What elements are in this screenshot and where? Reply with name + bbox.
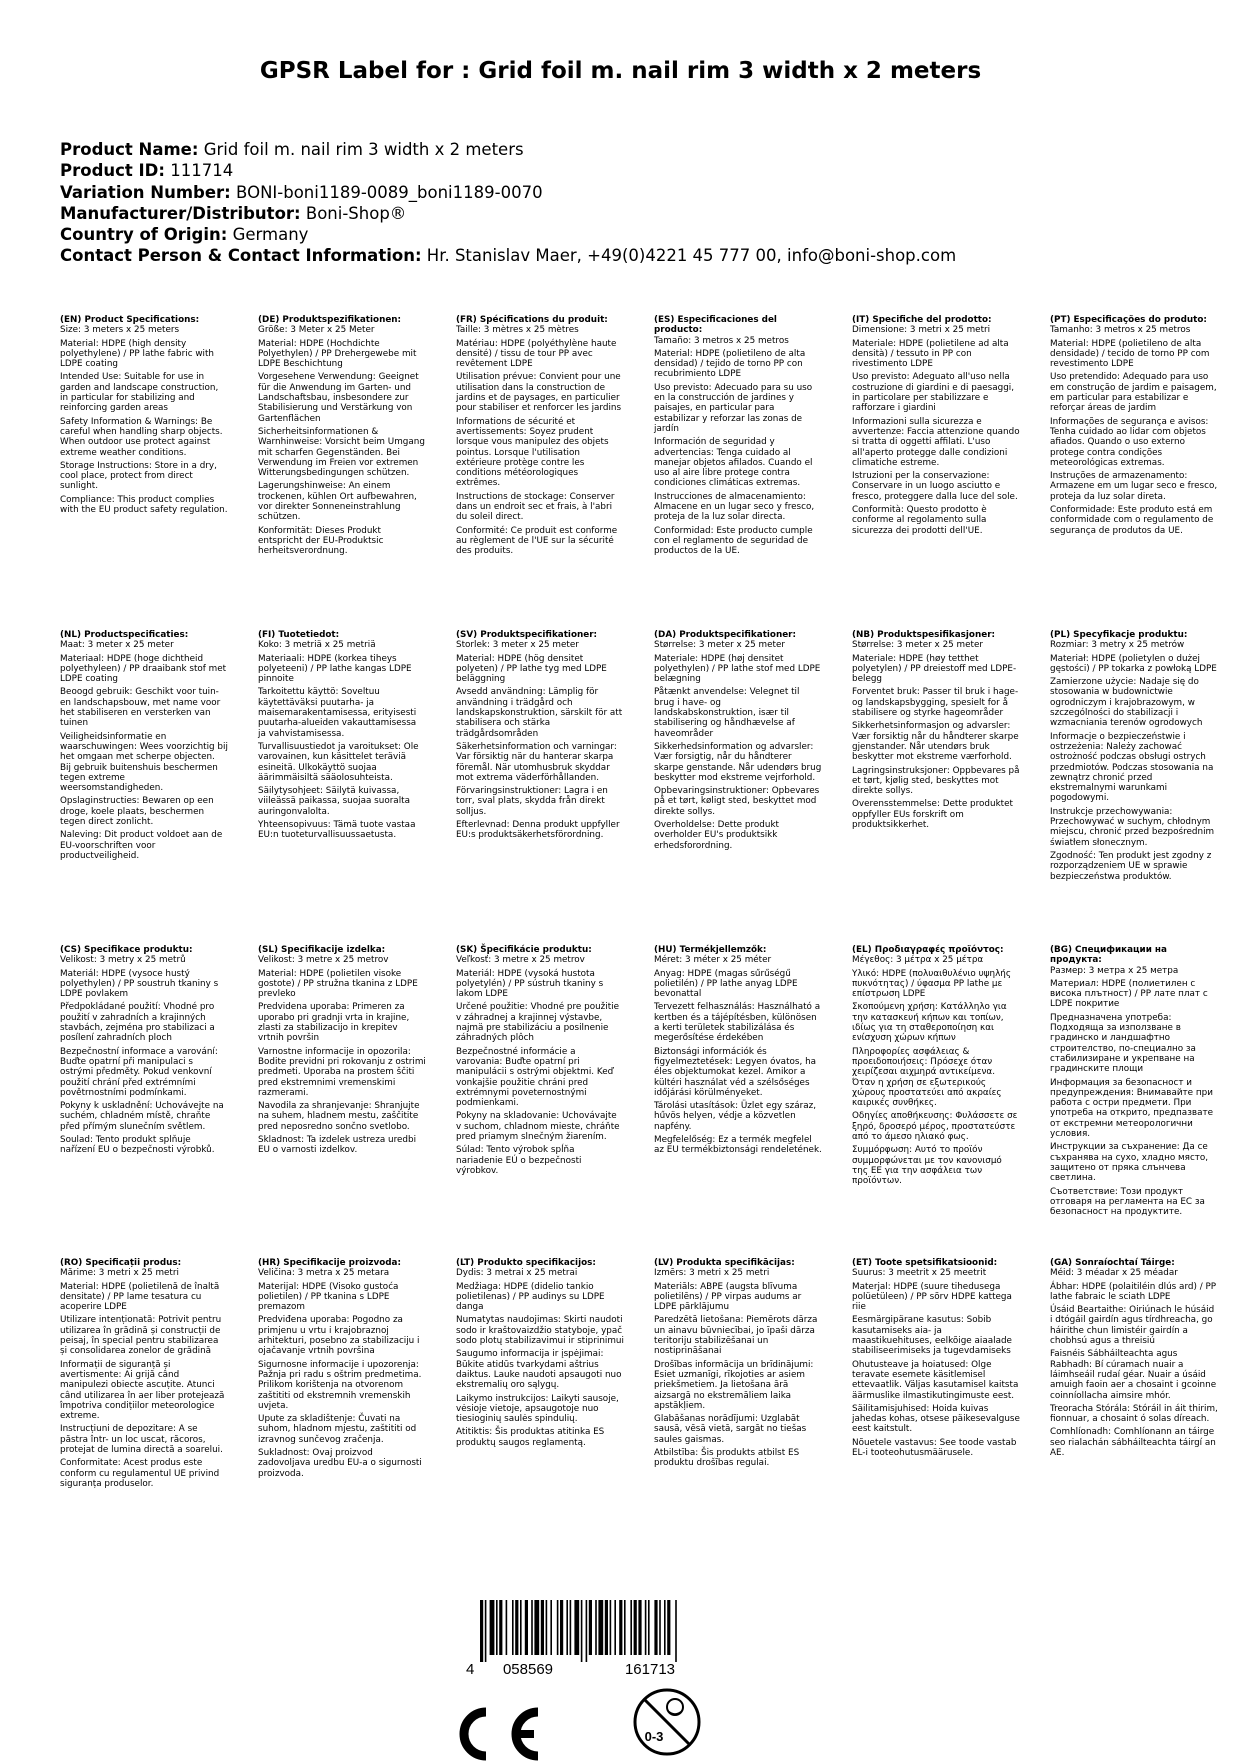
barcode-bar [490, 1600, 495, 1655]
spec-heading: (FR) Spécifications du produit: [456, 315, 608, 325]
spec-block [60, 1258, 228, 1492]
spec-paragraph: Drošības informācija un brīdinājumi: Esiet uzmanīgi, rīkojoties ar asiem priekšmetiem. Ja lietošana ārā aizsargā no ekstremāliem laika apstākļiem. [654, 1359, 814, 1411]
spec-paragraph: Predviđena uporaba: Pogodno za primjenu u vrtu i krajobraznoj arhitekturi, posebno za stabilizaciju i ojačavanje vrtnih površina [258, 1315, 420, 1357]
spec-paragraph: Съответствие: Този продукт отговаря на регламента на ЕС за безопасност на продуктите. [1050, 1186, 1205, 1218]
spec-paragraph: Instrucciones de almacenamiento: Almacene en un lugar seco y fresco, proteja de la luz solar directa. [654, 491, 815, 523]
spec-paragraph: Předpokládané použití: Vhodné pro použití v zahradních a krajinných stavbách, zejména pro stabilizaci a posílení zahradních ploch [60, 1002, 215, 1044]
spec-heading: (DE) Produktspezifikationen: [258, 315, 402, 325]
spec-paragraph: Informações de segurança e avisos: Tenha cuidado ao lidar com objetos afiados. Quando o uso externo protege contra condições meteorológicas extremas. [1050, 416, 1209, 468]
spec-paragraph: Υλικό: HDPE (πολυαιθυλένιο υψηλής πυκνότητας) / ύφασμα PP lathe με επίστρωση LDPE [852, 968, 1012, 1000]
spec-block [258, 630, 426, 844]
spec-block [60, 315, 228, 518]
spec-paragraph: Materjal: HDPE (suure tihedusega polüetüleen) / PP sõrv HDPE kattega riie [852, 1281, 1012, 1313]
barcode-bar [581, 1600, 583, 1662]
barcode-bar [638, 1600, 641, 1655]
spec-paragraph: Información de seguridad y advertencias: Tenga cuidado al manejar objetos afilados. Cuando el uso al aire libre protege contra condiciones climáticas extremas. [654, 437, 813, 489]
spec-paragraph: Utilisation prévue: Convient pour une utilisation dans la construction de jardins et de paysages, en particulier pour stabiliser et renforcer les jardins [456, 372, 622, 414]
spec-paragraph: Skladnost: Ta izdelek ustreza uredbi EU o varnosti izdelkov. [258, 1135, 417, 1156]
barcode-bar [480, 1600, 483, 1662]
spec-paragraph: Storlek: 3 meter x 25 meter [456, 640, 579, 651]
spec-paragraph: Material: HDPE (hög densitet polyeten) / PP lathe tyg med LDPE beläggning [456, 653, 607, 685]
info-row [60, 182, 1200, 203]
spec-block [1050, 945, 1218, 1220]
spec-paragraph: Pokyny k uskladnění: Uchovávejte na suchém, chladném místě, chraňte před přímým slunečním světlem. [60, 1101, 224, 1132]
spec-paragraph: Säilitamisjuhised: Hoida kuivas jahedas kohas, otsese päikesevalguse eest kaitstult. [852, 1403, 1020, 1435]
spec-block [258, 315, 426, 560]
spec-block [1050, 1258, 1218, 1461]
spec-block [852, 1258, 1020, 1461]
spec-paragraph: Medžiaga: HDPE (didelio tankio polietilenas) / PP audinys su LDPE danga [456, 1281, 605, 1313]
spec-paragraph: Paredzētā lietošana: Piemērots dārza un ainavu būvniecībai, jo īpaši dārza teritoriju stabilizēšanai un nostiprināšanai [654, 1315, 818, 1357]
spec-paragraph: Méid: 3 méadar x 25 méadar [1050, 1268, 1178, 1279]
spec-paragraph: Storage Instructions: Store in a dry, cool place, protect from direct sunlight. [60, 460, 217, 492]
spec-paragraph: Navodila za shranjevanje: Shranjujte na suhem, hladnem mestu, zaščitite pred neposredno sončno svetlobo. [258, 1101, 420, 1132]
spec-block [60, 630, 228, 864]
spec-paragraph: Предназначена употреба: Подходяща за използване в градинско и ландшафтно строителство, по-специално за стабилизиране и укрепване на градинските площи [1050, 1012, 1196, 1075]
age-warning-label: 0-3 [644, 1729, 664, 1744]
spec-paragraph: Materiál: HDPE (vysoce hustý polyethylen) / PP soustruh tkaniny s LDPE povlakem [60, 968, 219, 1000]
spec-paragraph: Sicherheitsinformationen & Warnhinweise: Vorsicht beim Umgang mit scharfen Gegenständen. Bei Verwendung im Freien vor extremen Witterungsbedingungen schützen. [258, 426, 425, 479]
spec-paragraph: Dydis: 3 metrai x 25 metrai [456, 1268, 578, 1279]
spec-paragraph: Material: HDPE (polietilenă de înaltă densitate) / PP lame tesatura cu acoperire LDPE [60, 1281, 220, 1313]
spec-paragraph: Glabāšanas norādījumi: Uzglabāt sausā, vēsā vietā, sargāt no tiešas saules gaismas. [654, 1414, 807, 1445]
barcode-digit-leading: 4 [466, 1661, 475, 1677]
info-row [60, 139, 1200, 160]
spec-paragraph: Uso pretendido: Adequado para uso em construção de jardim e paisagem, em particular para estabilizar e reforçar áreas de jardim [1050, 372, 1217, 414]
spec-heading: (ES) Especificaciones del producto: [654, 315, 777, 336]
spec-paragraph: Comhlíonadh: Comhlíonann an táirge seo rialachán sábháilteachta táirgí an AE. [1050, 1427, 1216, 1459]
spec-block [654, 945, 822, 1159]
spec-paragraph: Naleving: Dit product voldoet aan de EU-voorschriften voor productveiligheid. [60, 830, 223, 861]
info-label: Manufacturer/Distributor: [60, 203, 301, 223]
spec-paragraph: Förvaringsinstruktioner: Lagra i en torr, sval plats, skydda från direkt solljus. [456, 786, 608, 817]
barcode-bar [499, 1600, 502, 1655]
spec-paragraph: Size: 3 meters x 25 meters [60, 325, 180, 336]
spec-paragraph: Atitiktis: Šis produktas atitinka ES produktų saugos reglamentą. [456, 1427, 605, 1448]
barcode-bar [525, 1600, 528, 1655]
spec-block [60, 945, 228, 1159]
spec-paragraph: Conformidad: Este producto cumple con el reglamento de seguridad de productos de la UE. [654, 525, 813, 557]
barcode-bar [566, 1600, 568, 1655]
spec-paragraph: Faisnéis Sábháilteachta agus Rabhadh: Bí cúramach nuair a láimhseáil rudaí géar. Nuair a úsáid amuigh faoin aer a chosaint i gcoinne coinníollacha aimsire mhór. [1050, 1349, 1217, 1401]
spec-heading: (RO) Specificații produs: [60, 1258, 182, 1268]
info-label: Product Name: [60, 140, 199, 159]
spec-heading: (SK) Špecifikácie produktu: [456, 945, 592, 955]
info-value: Grid foil m. nail rim 3 width x 2 meters [203, 140, 524, 159]
spec-paragraph: Úsáid Beartaithe: Oiriúnach le húsáid i dtógáil gairdín agus tírdhreacha, go háirithe chun limistéir gairdín a chobhsú agus a threisiú [1050, 1305, 1215, 1347]
spec-paragraph: Laikymo instrukcijos: Laikyti sausoje, vėsioje vietoje, apsaugotoje nuo tiesioginių saulės spindulių. [456, 1393, 619, 1425]
spec-heading: (HU) Termékjellemzők: [654, 945, 767, 955]
spec-paragraph: Určené použitie: Vhodné pre použitie v záhradnej a krajinnej výstavbe, najmä pre stabilizáciu a posilnenie záhradných plôch [456, 1002, 620, 1044]
spec-paragraph: Upute za skladištenje: Čuvati na suhom, hladnom mjestu, zaštititi od izravnog sunčevog zračenja. [258, 1414, 417, 1445]
spec-paragraph: Материал: HDPE (полиетилен с висока плътност) / PP лате плат с LDPE покритие [1050, 978, 1208, 1010]
spec-paragraph: Eesmärgipärane kasutus: Sobib kasutamiseks aia- ja maastikuehituses, eelkõige aiaalade stabiliseerimiseks ja tugevdamiseks [852, 1315, 1012, 1357]
info-row [60, 245, 1200, 266]
spec-paragraph: Lagerungshinweise: An einem trockenen, kühlen Ort aufbewahren, vor direkter Sonneneinstrahlung schützen. [258, 481, 417, 523]
spec-paragraph: Veľkosť: 3 metre x 25 metrov [456, 955, 585, 966]
spec-paragraph: Informazioni sulla sicurezza e avvertenze: Faccia attenzione quando si tratta di oggetti affilati. L'uso all'aperto protegge dalle condizioni climatiche estreme. [852, 416, 1020, 468]
barcode-digits-right: 161713 [624, 1661, 676, 1677]
spec-paragraph: Material: HDPE (polietilen visoke gostote) / PP stružna tkanina z LDPE prevleko [258, 968, 418, 1000]
spec-paragraph: Tárolási utasítások: Üzlet egy száraz, hűvös helyen, védje a közvetlen napfény. [654, 1101, 817, 1132]
barcode-bar [595, 1600, 597, 1655]
spec-paragraph: Súlad: Tento výrobok spĺňa nariadenie EÚ o bezpečnosti výrobkov. [456, 1145, 582, 1176]
spec-paragraph: Ohutusteave ja hoiatused: Olge teravate esemete käsitlemisel ettevaatlik. Väljas kasutamisel kaitsta äärmuslike ilmastikutingimuste eest. [852, 1359, 1019, 1401]
spec-paragraph: Saugumo informacija ir įspėjimai: Būkite atidūs tvarkydami aštrius daiktus. Lauke naudoti apsaugoti nuo ekstremalių oro sąlygų. [456, 1349, 622, 1391]
spec-paragraph: Materiaal: HDPE (hoge dichtheid polyethyleen) / PP draaibank stof met LDPE coating [60, 653, 227, 685]
spec-paragraph: Biztonsági információk és figyelmeztetések: Legyen óvatos, ha éles objektumokat kezel. Amikor a kültéri használat véd a szélsőséges időjárási körülményeket. [654, 1046, 817, 1098]
spec-paragraph: Conformitate: Acest produs este conform cu regulamentul UE privind siguranța produselor. [60, 1458, 220, 1489]
spec-paragraph: Velikost: 3 metre x 25 metrov [258, 955, 389, 966]
barcode-bar [570, 1600, 572, 1655]
spec-block [258, 1258, 426, 1482]
barcode-bar [586, 1600, 588, 1662]
spec-paragraph: Compliance: This product complies with the EU product safety regulation. [60, 494, 228, 516]
spec-paragraph: Dimensione: 3 metri x 25 metri [852, 325, 991, 336]
spec-block [456, 630, 624, 844]
spec-paragraph: Numatytas naudojimas: Skirti naudoti sodo ir kraštovaizdžio statyboje, ypač sodo plotų stabilizavimui ir stiprinimui [456, 1315, 624, 1347]
spec-paragraph: Overholdelse: Dette produkt overholder EU's produktsikk erhedsforordning. [654, 820, 779, 851]
barcode-bar [645, 1600, 647, 1655]
spec-paragraph: Yhteensopivuus: Tämä tuote vastaa EU:n tuoteturvallisuussaetusta. [258, 820, 416, 841]
info-label: Country of Origin: [60, 225, 228, 245]
spec-block [852, 945, 1020, 1190]
spec-heading: (LT) Produkto specifikacijos: [456, 1258, 596, 1268]
spec-paragraph: Intended Use: Suitable for use in garden and landscape construction, in particular for stabilizing and reinforcing garden areas [60, 372, 219, 414]
spec-heading: (HR) Specifikacije proizvoda: [258, 1258, 401, 1268]
spec-paragraph: Størrelse: 3 meter x 25 meter [852, 640, 984, 651]
spec-paragraph: Instructions de stockage: Conserver dans un endroit sec et frais, à l'abri du soleil direct. [456, 491, 615, 523]
barcode-bar [659, 1600, 661, 1655]
spec-paragraph: Sukladnost: Ovaj proizvod zadovoljava uredbu EU-a o sigurnosti proizvoda. [258, 1448, 422, 1479]
spec-paragraph: Izmērs: 3 metri x 25 metri [654, 1268, 770, 1279]
barcode-bar [550, 1600, 552, 1655]
barcode-bar [534, 1600, 539, 1655]
barcode-bar [634, 1600, 637, 1655]
spec-paragraph: Materiał: HDPE (polietylen o dużej gęstości) / PP tokarka z powłoką LDPE [1050, 653, 1217, 674]
page-title: GPSR Label for : Grid foil m. nail rim 3 width x 2 meters [259, 58, 982, 84]
spec-paragraph: Tamanho: 3 metros x 25 metros [1050, 325, 1191, 336]
info-value: Germany [232, 225, 309, 245]
spec-paragraph: Istruzioni per la conservazione: Conservare in un luogo asciutto e fresco, proteggere dalla luce del sole. [852, 471, 1018, 502]
spec-paragraph: Anyag: HDPE (magas sűrűségű polietilén) / PP lathe anyag LDPE bevonattal [654, 968, 798, 1000]
spec-paragraph: Πληροφορίες ασφάλειας & προειδοποιήσεις: Πρόσεχε όταν χειρίζεσαι αιχμηρά αντικείμενα. Όταν η χρήση σε εξωτερικούς χώρους προστατεύει από ακραίες καιρικές συνθήκες. [852, 1046, 1002, 1109]
spec-paragraph: Pokyny na skladovanie: Uchovávajte v suchom, chladnom mieste, chráňte pred priamym slnečným žiarením. [456, 1111, 620, 1143]
barcode-bar [557, 1600, 559, 1655]
spec-block [456, 1258, 624, 1451]
barcode-bar [648, 1600, 650, 1655]
spec-paragraph: Koko: 3 metriä x 25 metriä [258, 640, 376, 651]
spec-heading: (NL) Productspecificaties: [60, 630, 189, 640]
spec-block [654, 315, 822, 560]
spec-paragraph: Taille: 3 mètres x 25 mètres [456, 325, 579, 336]
barcode-bar [598, 1600, 603, 1655]
spec-paragraph: Informații de siguranță și avertismente: Ai grijă când manipulezi obiecte ascuțite. Atunci când utilizarea în aer liber protejează împotriva condițiilor meteorologice extreme. [60, 1359, 225, 1422]
spec-paragraph: Material: HDPE (high density polyethylene) / PP lathe fabric with LDPE coating [60, 338, 214, 370]
spec-paragraph: Efterlevnad: Denna produkt uppfyller EU:s produktsäkerhetsförordning. [456, 820, 620, 841]
age-warning-0-3-icon [632, 1687, 702, 1757]
spec-paragraph: Turvallisuustiedot ja varoitukset: Ole varovainen, kun käsittelet teräviä esineitä. Ulkokäyttö suojaa äärimmäisiltä sääolosuhteista. [258, 741, 419, 783]
spec-heading: (LV) Produkta specifikācijas: [654, 1258, 795, 1268]
spec-paragraph: Konformität: Dieses Produkt entspricht der EU-Produktsic herheitsverordnung. [258, 525, 384, 557]
spec-block [1050, 315, 1218, 539]
spec-paragraph: Megfelelőség: Ez a termék megfelel az EU termékbiztonsági rendeletének. [654, 1135, 822, 1156]
barcode-bar [589, 1600, 592, 1655]
product-info [60, 139, 1200, 267]
spec-heading: (EN) Product Specifications: [60, 315, 200, 325]
spec-paragraph: Mărime: 3 metri x 25 metri [60, 1268, 179, 1279]
spec-paragraph: Sikkerhetsinformasjon og advarsler: Vær forsiktig når du håndterer skarpe gjenstander. Når utendørs bruk beskytter mot ekstreme værforhold. [852, 721, 1019, 763]
barcode-bar [485, 1600, 487, 1662]
info-value: 111714 [170, 161, 234, 181]
spec-paragraph: Информация за безопасност и предупреждения: Внимавайте при работа с остри предмети. При употреба на открито, предпазвате от екстремни метеорологични условия. [1050, 1077, 1213, 1140]
spec-heading: (SL) Specifikacije izdelka: [258, 945, 386, 955]
spec-paragraph: Material: HDPE (Hochdichte Polyethylen) / PP Drehergewebe mit LDPE Beschichtung [258, 338, 417, 370]
spec-paragraph: Conformité: Ce produit est conforme au règlement de l'UE sur la sécurité des produits. [456, 525, 618, 557]
spec-heading: (CS) Specifikace produktu: [60, 945, 193, 955]
spec-paragraph: Veiligheidsinformatie en waarschuwingen: Wees voorzichtig bij het omgaan met scherpe objecten. Bij gebruik buitenshuis beschermen tegen extreme weersomstandigheden. [60, 731, 228, 794]
barcode-bar [614, 1600, 616, 1655]
spec-block [1050, 630, 1218, 885]
spec-paragraph: Instrucțiuni de depozitare: A se păstra într- un loc uscat, răcoros, protejat de lumina directă a soarelui. [60, 1424, 223, 1456]
barcode-bar [664, 1600, 666, 1655]
spec-paragraph: Veličina: 3 metra x 25 metara [258, 1268, 390, 1279]
spec-paragraph: Velikost: 3 metry x 25 metrů [60, 955, 186, 966]
spec-paragraph: Materiale: HDPE (polietilene ad alta densità) / tessuto in PP con rivestimento LDPE [852, 338, 1009, 370]
spec-paragraph: Treoracha Stórála: Stóráil in áit thirim, fionnuar, a chosaint ó solas díreach. [1050, 1403, 1218, 1425]
spec-paragraph: Zamierzone użycie: Nadaje się do stosowania w budownictwie ogrodniczym i krajobrazowym, w szczególności do stabilizacji i wzmacniania terenów ogrodowych [1050, 677, 1203, 729]
spec-paragraph: Størrelse: 3 meter x 25 meter [654, 640, 786, 651]
barcode-bar [675, 1600, 677, 1662]
spec-paragraph: Informations de sécurité et avertissements: Soyez prudent lorsque vous manipulez des objets pointus. Lorsque l'utilisation extérieure protège contre les conditions météorologiques extrêmes. [456, 416, 609, 489]
barcode-bar [541, 1600, 544, 1655]
spec-paragraph: Forventet bruk: Passer til bruk i hage- og landskapsbygging, spesielt for å stabilisere og styrke hageområder [852, 687, 1019, 719]
barcode-bar [512, 1600, 514, 1655]
spec-paragraph: Größe: 3 Meter x 25 Meter [258, 325, 375, 336]
spec-heading: (BG) Спецификации на продукта: [1050, 945, 1167, 966]
spec-paragraph: Matériau: HDPE (polyéthylène haute densité) / tissu de tour PP avec revêtement LDPE [456, 338, 617, 370]
spec-heading: (FI) Tuotetiedot: [258, 630, 340, 640]
info-value: Hr. Stanislav Maer, +49(0)4221 45 777 00, info@boni-shop.com [426, 246, 957, 266]
barcode-bar [630, 1600, 632, 1655]
spec-heading: (EL) Προδιαγραφές προϊόντος: [852, 945, 1004, 955]
spec-paragraph: Avsedd användning: Lämplig för användning i trädgård och landskapskonstruktion, särskilt för att stabilisera och stärka trädgårdsområden [456, 687, 623, 739]
barcode-bar [560, 1600, 563, 1655]
spec-paragraph: Säkerhetsinformation och varningar: Var försiktig när du hanterar skarpa föremål. När utomhusbruk skyddar mot extrema väderförhållanden. [456, 741, 617, 783]
spec-block [456, 315, 624, 560]
spec-paragraph: Materiale: HDPE (høy tetthet polyetylen) / PP dreiestoff med LDPE-belegg [852, 653, 1017, 685]
barcode-bar [496, 1600, 498, 1655]
spec-block [654, 1258, 822, 1472]
spec-paragraph: Maat: 3 meter x 25 meter [60, 640, 174, 651]
spec-paragraph: Conformidade: Este produto está em conformidade com o regulamento de segurança de produtos da UE. [1050, 505, 1214, 536]
spec-paragraph: Predvidena uporaba: Primeren za uporabo pri gradnji vrta in krajine, zlasti za stabilizacijo in krepitev vrtnih površin [258, 1002, 410, 1044]
info-label: Product ID: [60, 161, 165, 181]
spec-paragraph: Varnostne informacije in opozorila: Bodite previdni pri rokovanju z ostrimi predmeti. Uporaba na prostem ščiti pred ekstremnimi vremenskimi razmerami. [258, 1046, 426, 1098]
spec-paragraph: Utilizare intenționată: Potrivit pentru utilizarea în grădină și construcții de peisaj, în special pentru stabilizarea și consolidarea zonelor de grădină [60, 1315, 222, 1357]
spec-paragraph: Sikkerhedsinformation og advarsler: Vær forsigtig, når du håndterer skarpe genstande. Når udendørs brug beskytter mod ekstreme vejrforhold. [654, 741, 822, 783]
barcode-bar [605, 1600, 608, 1655]
spec-paragraph: Sigurnosne informacije i upozorenja: Pažnja pri radu s oštrim predmetima. Prilikom korištenja na otvorenom zaštititi od ekstremnih vremenskih uvjeta. [258, 1359, 422, 1411]
spec-block [852, 630, 1020, 833]
spec-heading: (DA) Produktspecifikationer: [654, 630, 797, 640]
spec-paragraph: Conformità: Questo prodotto è conforme al regolamento sulla sicurezza dei prodotti dell'UE. [852, 505, 987, 536]
spec-block [258, 945, 426, 1159]
barcode-bar [619, 1600, 622, 1655]
spec-paragraph: Material: HDPE (polietileno de alta densidade) / tecido de torno PP com revestimento LDPE [1050, 338, 1210, 370]
spec-paragraph: Ábhar: HDPE (polaitiléin dlús ard) / PP lathe fabraic le sciath LDPE [1050, 1281, 1217, 1302]
spec-paragraph: Safety Information & Warnings: Be careful when handling sharp objects. When outdoor use protect against extreme weather conditions. [60, 416, 223, 458]
barcode-bar [506, 1600, 508, 1655]
barcode-bar [574, 1600, 579, 1655]
barcode-bar [667, 1600, 670, 1655]
spec-paragraph: Beoogd gebruik: Geschikt voor tuin- en landschapsbouw, met name voor het stabiliseren en versterken van tuinen [60, 687, 221, 729]
spec-paragraph: Σκοπούμενη χρήση: Κατάλληλο για την κατασκευή κήπων και τοπίων, ιδίως για τη σταθεροποίηση και ενίσχυση χώρων κήπων [852, 1002, 1007, 1044]
barcode-bar [610, 1600, 612, 1655]
spec-paragraph: Συμμόρφωση: Αυτό το προϊόν συμμορφώνεται με τον κανονισμό της ΕΕ για την ασφάλεια των προϊόντων. [852, 1145, 1002, 1187]
spec-paragraph: Soulad: Tento produkt splňuje nařízení EU o bezpečnosti výrobků. [60, 1135, 215, 1156]
spec-block [654, 630, 822, 854]
spec-paragraph: Размер: 3 метра x 25 метра [1050, 965, 1179, 976]
spec-paragraph: Méret: 3 méter x 25 méter [654, 955, 772, 966]
spec-paragraph: Materiaali: HDPE (korkea tiheys polyeteeni) / PP lathe kangas LDPE pinnoite [258, 653, 412, 685]
spec-paragraph: Instrukcje przechowywania: Przechowywać w suchym, chłodnym miejscu, chronić przed bezpośrednim światłem słonecznym. [1050, 806, 1215, 848]
spec-paragraph: Zgodność: Ten produkt jest zgodny z rozporządzeniem UE w sprawie bezpieczeństwa produktów. [1050, 850, 1212, 882]
spec-paragraph: Lagringsinstruksjoner: Oppbevares på et tørt, kjølig sted, beskyttes mot direkte sollys. [852, 765, 1020, 797]
info-row [60, 224, 1200, 245]
spec-paragraph: Materiál: HDPE (vysoká hustota polyetylén) / PP sústruh tkaniny s lakom LDPE [456, 968, 604, 1000]
spec-paragraph: Atbilstība: Šis produkts atbilst ES produktu drošības regulai. [654, 1448, 800, 1469]
info-row [60, 203, 1200, 224]
spec-paragraph: Materiāls: ABPE (augsta blīvuma polietilēns) / PP virpas audums ar LDPE pārklājumu [654, 1281, 802, 1313]
barcode-bar [624, 1600, 626, 1655]
spec-heading: (IT) Specifiche del prodotto: [852, 315, 992, 325]
spec-paragraph: Påtænkt anvendelse: Velegnet til brug i have- og landskabskonstruktion, især til stabilisering og håndhævelse af haveområder [654, 687, 800, 739]
spec-heading: (ET) Toote spetsifikatsioonid: [852, 1258, 998, 1268]
spec-paragraph: Opbevaringsinstruktioner: Opbevares på et tørt, køligt sted, beskyttet mod direkte sollys. [654, 786, 820, 817]
barcode-bar [546, 1600, 548, 1655]
spec-paragraph: Säilytysohjeet: Säilytä kuivassa, viileässä paikassa, suojaa suoralta auringonvalolta. [258, 786, 410, 817]
spec-paragraph: Material: HDPE (polietileno de alta densidad) / tejido de torno PP con recubrimiento LDPE [654, 348, 806, 380]
barcode-bar [515, 1600, 518, 1655]
spec-paragraph: Uso previsto: Adeguato all'uso nella costruzione di giardini e di paesaggi, in particolare per stabilizzare e rafforzare i giardini [852, 372, 1015, 414]
info-label: Variation Number: [60, 182, 231, 202]
spec-paragraph: Instruções de armazenamento: Armazene em um lugar seco e fresco, proteja da luz solar direta. [1050, 471, 1218, 502]
spec-paragraph: Suurus: 3 meetrit x 25 meetrit [852, 1268, 987, 1279]
spec-paragraph: Vorgesehene Verwendung: Geeignet für die Anwendung im Garten- und Landschaftsbau, insbesondere zur Stabilisierung und Verstärkung von Gartenflächen [258, 372, 419, 424]
spec-paragraph: Overensstemmelse: Dette produktet oppfyller EUs forskrift om produktsikkerhet. [852, 799, 1013, 831]
barcode-bar [531, 1600, 533, 1655]
spec-heading: (PL) Specyfikacje produktu: [1050, 630, 1188, 640]
info-value: BONI-boni1189-0089_boni1189-0070 [236, 182, 543, 202]
spec-paragraph: Инструкции за съхранение: Да се съхранява на сухо, хладно място, защитено от пряка слънчева светлина. [1050, 1142, 1209, 1184]
info-label: Contact Person & Contact Information: [60, 246, 422, 266]
spec-paragraph: Rozmiar: 3 metry x 25 metrów [1050, 640, 1185, 651]
spec-paragraph: Tarkoitettu käyttö: Soveltuu käytettäväksi puutarha- ja maisemarakentamisessa, erityisesti puutarha-alueiden vakauttamisessa ja vahvistamisessa. [258, 687, 417, 739]
spec-block [852, 315, 1020, 539]
spec-paragraph: Nõuetele vastavus: See toode vastab EL-i tooteohutusmäärusele. [852, 1437, 1017, 1459]
spec-paragraph: Bezpečnostné informácie a varovania: Buďte opatrní pri manipulácii s ostrými objektmi. Keď vonkajšie použitie chráni pred extrémnymi poveternostnými podmienkami. [456, 1046, 614, 1109]
barcode-bar [520, 1600, 522, 1655]
info-row [60, 160, 1200, 181]
ean-barcode [466, 1600, 722, 1677]
spec-paragraph: Tamaño: 3 metros x 25 metros [654, 335, 789, 346]
spec-paragraph: Bezpečnostní informace a varování: Buďte opatrní při manipulaci s ostrými předměty. Pokud venkovní použití chrání před extrémními povětrnostními podmínkami. [60, 1046, 218, 1098]
spec-block [456, 945, 624, 1179]
spec-paragraph: Informacje o bezpieczeństwie i ostrzeżenia: Należy zachować ostrożność podczas obsługi ostrych przedmiotów. Podczas stosowania na zewnątrz chronić przed ekstremalnymi warunkami pogodowymi. [1050, 731, 1214, 804]
spec-paragraph: Tervezett felhasználás: Használható a kertben és a tájépítésben, különösen a kerti területek stabilizálása és megerősítése érdekében [654, 1002, 821, 1044]
spec-paragraph: Materiale: HDPE (høj densitet polyethylen) / PP lathe stof med LDPE belægning [654, 653, 821, 685]
spec-paragraph: Materijal: HDPE (Visoko gustoća polietilen) / PP tkanina s LDPE premazom [258, 1281, 399, 1313]
spec-paragraph: Μέγεθος: 3 μέτρα x 25 μέτρα [852, 955, 984, 966]
spec-heading: (SV) Produktspecifikationer: [456, 630, 598, 640]
spec-heading: (GA) Sonraíochtaí Táirge: [1050, 1258, 1175, 1268]
barcode-bar [654, 1600, 657, 1655]
spec-paragraph: Οδηγίες αποθήκευσης: Φυλάσσετε σε ξηρό, δροσερό μέρος, προστατεύστε από το άμεσο ηλιακό φως. [852, 1111, 1018, 1143]
info-value: Boni-Shop® [305, 203, 407, 223]
spec-heading: (NB) Produktspesifikasjoner: [852, 630, 996, 640]
barcode-digits-left: 058569 [502, 1661, 554, 1677]
spec-heading: (PT) Especificações do produto: [1050, 315, 1207, 325]
spec-paragraph: Uso previsto: Adecuado para su uso en la construcción de jardines y paisajes, en particular para estabilizar y reforzar las zonas de jardín [654, 382, 813, 434]
spec-paragraph: Opslaginstructies: Bewaren op een droge, koele plaats, beschermen tegen direct zonlicht. [60, 796, 214, 828]
